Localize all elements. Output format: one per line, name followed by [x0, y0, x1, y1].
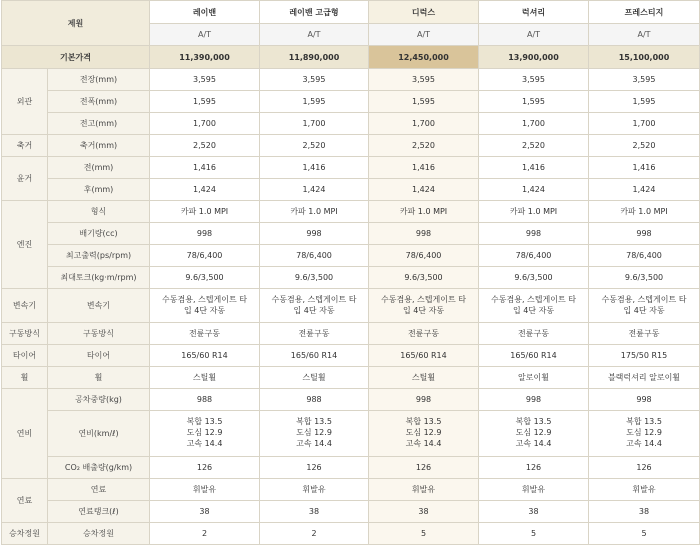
cell-value: 998 [150, 223, 260, 245]
row-label: 연료 [48, 479, 150, 501]
trim-name: 럭셔리 [479, 1, 589, 24]
cell-value: 3,595 [150, 69, 260, 91]
cell-value: 126 [589, 457, 700, 479]
cell-value: 2,520 [479, 135, 589, 157]
category-seating: 승차정원 [2, 523, 48, 545]
combined-efficiency: 복합 13.5 [626, 417, 662, 427]
cell-value: 5 [479, 523, 589, 545]
cell-value: 카파 1.0 MPI [150, 201, 260, 223]
city-efficiency: 도심 12.9 [515, 428, 552, 438]
table-row [2, 289, 700, 323]
highway-efficiency: 고속 14.4 [186, 438, 223, 448]
cell-value: 1,416 [260, 157, 369, 179]
row-label: 변속기 [48, 289, 150, 323]
highway-efficiency: 고속 14.4 [626, 438, 662, 448]
cell-value: 1,700 [369, 113, 479, 135]
category-drive: 구동방식 [2, 323, 48, 345]
cell-value: 2,520 [150, 135, 260, 157]
category-exterior: 외관 [2, 69, 48, 135]
cell-value: 1,595 [369, 91, 479, 113]
trim-name: 프레스티지 [589, 1, 700, 24]
cell-value: 5 [589, 523, 700, 545]
cell-value: 998 [260, 223, 369, 245]
transmission-type: A/T [479, 24, 589, 46]
combined-efficiency: 복합 13.5 [296, 417, 332, 427]
category-wheelbase: 축거 [2, 135, 48, 157]
cell-value: 1,700 [589, 113, 700, 135]
row-label: 전폭(mm) [48, 91, 150, 113]
cell-value: 38 [589, 501, 700, 523]
city-efficiency: 도심 12.9 [405, 428, 442, 438]
category-tread: 윤거 [2, 157, 48, 201]
cell-value [369, 411, 479, 457]
cell-value: 1,700 [150, 113, 260, 135]
cell-value: 175/50 R15 [589, 345, 700, 367]
cell-value: 휘발유 [260, 479, 369, 501]
cell-value: 9.6/3,500 [150, 267, 260, 289]
cell-value [150, 289, 260, 323]
table-row [2, 113, 700, 135]
row-label: 전(mm) [48, 157, 150, 179]
cell-value: 1,595 [479, 91, 589, 113]
cell-value: 9.6/3,500 [369, 267, 479, 289]
transmission-type: A/T [589, 24, 700, 46]
cell-value: 165/60 R14 [150, 345, 260, 367]
cell-value: 전륜구동 [150, 323, 260, 345]
cell-value: 2,520 [369, 135, 479, 157]
row-label: 공차중량(kg) [48, 389, 150, 411]
table-row [2, 345, 700, 367]
cell-value: 998 [369, 389, 479, 411]
cell-value: 9.6/3,500 [589, 267, 700, 289]
cell-value: 9.6/3,500 [260, 267, 369, 289]
table-row [2, 411, 700, 457]
transmission-line: 입 4단 자동 [293, 305, 335, 315]
cell-value: 165/60 R14 [479, 345, 589, 367]
cell-value: 2,520 [589, 135, 700, 157]
cell-value: 3,595 [369, 69, 479, 91]
cell-value: 998 [589, 389, 700, 411]
cell-value [479, 289, 589, 323]
table-row [2, 323, 700, 345]
cell-value: 998 [479, 389, 589, 411]
cell-value: 1,416 [589, 157, 700, 179]
trim-name: 디럭스 [369, 1, 479, 24]
cell-value: 998 [589, 223, 700, 245]
cell-value: 1,595 [589, 91, 700, 113]
cell-value [479, 411, 589, 457]
cell-value: 38 [260, 501, 369, 523]
row-label: 연비(km/ℓ) [48, 411, 150, 457]
row-label: 연료탱크(ℓ) [48, 501, 150, 523]
transmission-line: 입 4단 자동 [402, 305, 445, 315]
table-row [2, 267, 700, 289]
price-value: 11,390,000 [150, 46, 260, 69]
transmission-line: 수동겸용, 스텝게이트 타 [271, 294, 357, 304]
cell-value: 카파 1.0 MPI [369, 201, 479, 223]
cell-value: 휘발유 [479, 479, 589, 501]
table-row [2, 479, 700, 501]
cell-value: 전륜구동 [479, 323, 589, 345]
row-label: 형식 [48, 201, 150, 223]
cell-value: 스틸휠 [260, 367, 369, 389]
cell-value: 2,520 [260, 135, 369, 157]
highway-efficiency: 고속 14.4 [405, 438, 442, 448]
cell-value: 휘발유 [150, 479, 260, 501]
cell-value: 1,595 [260, 91, 369, 113]
cell-value: 1,424 [369, 179, 479, 201]
cell-value: 2 [150, 523, 260, 545]
cell-value: 78/6,400 [369, 245, 479, 267]
category-fuel: 연료 [2, 479, 48, 523]
cell-value: 1,700 [479, 113, 589, 135]
cell-value: 1,424 [260, 179, 369, 201]
category-wheel: 휠 [2, 367, 48, 389]
table-row [2, 457, 700, 479]
cell-value: 3,595 [589, 69, 700, 91]
cell-value: 휘발유 [369, 479, 479, 501]
cell-value: 165/60 R14 [260, 345, 369, 367]
category-tire: 타이어 [2, 345, 48, 367]
transmission-line: 입 4단 자동 [512, 305, 555, 315]
cell-value: 전륜구동 [260, 323, 369, 345]
table-row [2, 179, 700, 201]
cell-value: 3,595 [260, 69, 369, 91]
cell-value: 카파 1.0 MPI [589, 201, 700, 223]
cell-value: 126 [369, 457, 479, 479]
row-label: 최대토크(kg·m/rpm) [48, 267, 150, 289]
cell-value: 988 [260, 389, 369, 411]
cell-value [260, 411, 369, 457]
cell-value: 38 [369, 501, 479, 523]
cell-value [369, 289, 479, 323]
cell-value: 알로이휠 [479, 367, 589, 389]
row-label: 최고출력(ps/rpm) [48, 245, 150, 267]
cell-value: 78/6,400 [589, 245, 700, 267]
cell-value: 126 [150, 457, 260, 479]
cell-value: 카파 1.0 MPI [260, 201, 369, 223]
cell-value: 휘발유 [589, 479, 700, 501]
row-label: 배기량(cc) [48, 223, 150, 245]
category-fuel-economy: 연비 [2, 389, 48, 479]
row-label: 승차정원 [48, 523, 150, 545]
cell-value: 2 [260, 523, 369, 545]
cell-value: 1,700 [260, 113, 369, 135]
transmission-line: 수동겸용, 스텝게이트 타 [491, 294, 576, 304]
price-row [2, 46, 700, 69]
cell-value: 1,424 [479, 179, 589, 201]
table-row [2, 135, 700, 157]
cell-value [589, 411, 700, 457]
cell-value: 전륜구동 [369, 323, 479, 345]
transmission-line: 입 4단 자동 [623, 305, 665, 315]
cell-value: 스틸휠 [369, 367, 479, 389]
cell-value: 38 [150, 501, 260, 523]
row-label: 후(mm) [48, 179, 150, 201]
cell-value [260, 289, 369, 323]
trim-name: 레이밴 [150, 1, 260, 24]
cell-value: 38 [479, 501, 589, 523]
cell-value: 1,595 [150, 91, 260, 113]
transmission-type: A/T [260, 24, 369, 46]
transmission-line: 수동겸용, 스텝게이트 타 [162, 294, 247, 304]
cell-value: 78/6,400 [479, 245, 589, 267]
combined-efficiency: 복합 13.5 [405, 417, 442, 427]
cell-value: 78/6,400 [150, 245, 260, 267]
cell-value: 전륜구동 [589, 323, 700, 345]
table-row [2, 245, 700, 267]
cell-value: 1,416 [369, 157, 479, 179]
city-efficiency: 도심 12.9 [296, 428, 332, 438]
cell-value: 998 [369, 223, 479, 245]
cell-value: 1,416 [479, 157, 589, 179]
table-row [2, 367, 700, 389]
cell-value: 998 [479, 223, 589, 245]
table-row [2, 523, 700, 545]
cell-value: 988 [150, 389, 260, 411]
combined-efficiency: 복합 13.5 [515, 417, 552, 427]
category-transmission: 변속기 [2, 289, 48, 323]
cell-value: 78/6,400 [260, 245, 369, 267]
cell-value: 5 [369, 523, 479, 545]
table-row [2, 91, 700, 113]
cell-value: 126 [260, 457, 369, 479]
price-value: 11,890,000 [260, 46, 369, 69]
cell-value: 3,595 [479, 69, 589, 91]
highway-efficiency: 고속 14.4 [296, 438, 332, 448]
table-row [2, 223, 700, 245]
transmission-line: 수동겸용, 스텝게이트 타 [381, 294, 466, 304]
cell-value: 스틸휠 [150, 367, 260, 389]
price-value: 13,900,000 [479, 46, 589, 69]
cell-value: 9.6/3,500 [479, 267, 589, 289]
cell-value: 165/60 R14 [369, 345, 479, 367]
row-label: 구동방식 [48, 323, 150, 345]
combined-efficiency: 복합 13.5 [186, 417, 223, 427]
trim-name: 레이밴 고급형 [260, 1, 369, 24]
cell-value [589, 289, 700, 323]
spec-header: 제원 [2, 1, 150, 46]
spec-table [1, 0, 700, 545]
cell-value: 1,416 [150, 157, 260, 179]
cell-value: 블랙럭셔리 알로이휠 [589, 367, 700, 389]
price-value: 12,450,000 [369, 46, 479, 69]
price-label: 기본가격 [2, 46, 150, 69]
price-value: 15,100,000 [589, 46, 700, 69]
transmission-type: A/T [150, 24, 260, 46]
row-label: 전고(mm) [48, 113, 150, 135]
category-engine: 엔진 [2, 201, 48, 289]
table-row [2, 69, 700, 91]
cell-value: 카파 1.0 MPI [479, 201, 589, 223]
row-label: 전장(mm) [48, 69, 150, 91]
table-row [2, 157, 700, 179]
transmission-line: 수동겸용, 스텝게이트 타 [601, 294, 687, 304]
city-efficiency: 도심 12.9 [186, 428, 223, 438]
row-label: 휠 [48, 367, 150, 389]
city-efficiency: 도심 12.9 [626, 428, 662, 438]
row-label: CO₂ 배출량(g/km) [48, 457, 150, 479]
highway-efficiency: 고속 14.4 [515, 438, 552, 448]
transmission-line: 입 4단 자동 [183, 305, 226, 315]
row-label: 축거(mm) [48, 135, 150, 157]
row-label: 타이어 [48, 345, 150, 367]
cell-value: 1,424 [589, 179, 700, 201]
cell-value [150, 411, 260, 457]
table-row [2, 201, 700, 223]
cell-value: 126 [479, 457, 589, 479]
trim-header-row [2, 1, 700, 24]
table-row [2, 389, 700, 411]
cell-value: 1,424 [150, 179, 260, 201]
table-row [2, 501, 700, 523]
transmission-type: A/T [369, 24, 479, 46]
